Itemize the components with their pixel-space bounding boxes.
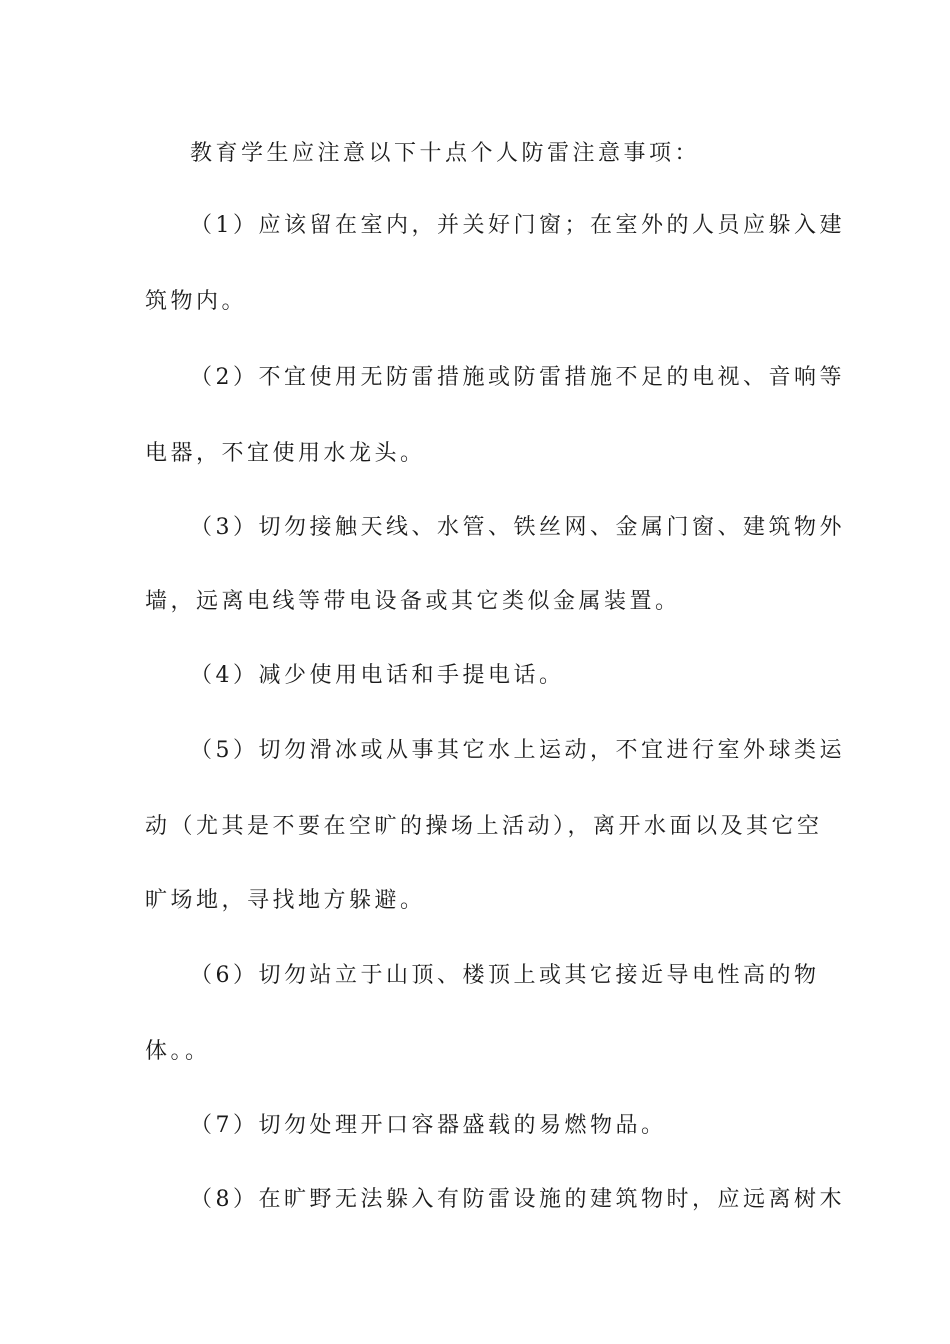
item-7-line-1: （7）切勿处理开口容器盛载的易燃物品。: [190, 1113, 667, 1138]
item-1-line-2: 筑物内。: [145, 289, 248, 314]
item-6-line-1: （6）切勿站立于山顶、楼顶上或其它接近导电性高的物: [190, 963, 820, 988]
item-6-line-2: 体。。: [145, 1039, 211, 1064]
item-3-line-1: （3）切勿接触天线、水管、铁丝网、金属门窗、建筑物外: [190, 515, 845, 540]
item-3-line-2: 墙，远离电线等带电设备或其它类似金属装置。: [145, 589, 681, 614]
item-2-line-1: （2）不宜使用无防雷措施或防雷措施不足的电视、音响等: [190, 365, 845, 390]
item-4-line-1: （4）减少使用电话和手提电话。: [190, 663, 565, 688]
item-8-line-1: （8）在旷野无法躲入有防雷设施的建筑物时，应远离树木: [190, 1187, 845, 1212]
item-5-line-1: （5）切勿滑冰或从事其它水上运动，不宜进行室外球类运: [190, 738, 845, 763]
item-5-line-3: 旷场地，寻找地方躲避。: [145, 888, 426, 913]
item-5-line-2: 动（尤其是不要在空旷的操场上活动），离开水面以及其它空: [145, 814, 823, 839]
intro-paragraph: 教育学生应注意以下十点个人防雷注意事项：: [190, 141, 701, 166]
item-1-line-1: （1）应该留在室内，并关好门窗；在室外的人员应躲入建: [190, 213, 845, 238]
item-2-line-2: 电器，不宜使用水龙头。: [145, 441, 426, 466]
